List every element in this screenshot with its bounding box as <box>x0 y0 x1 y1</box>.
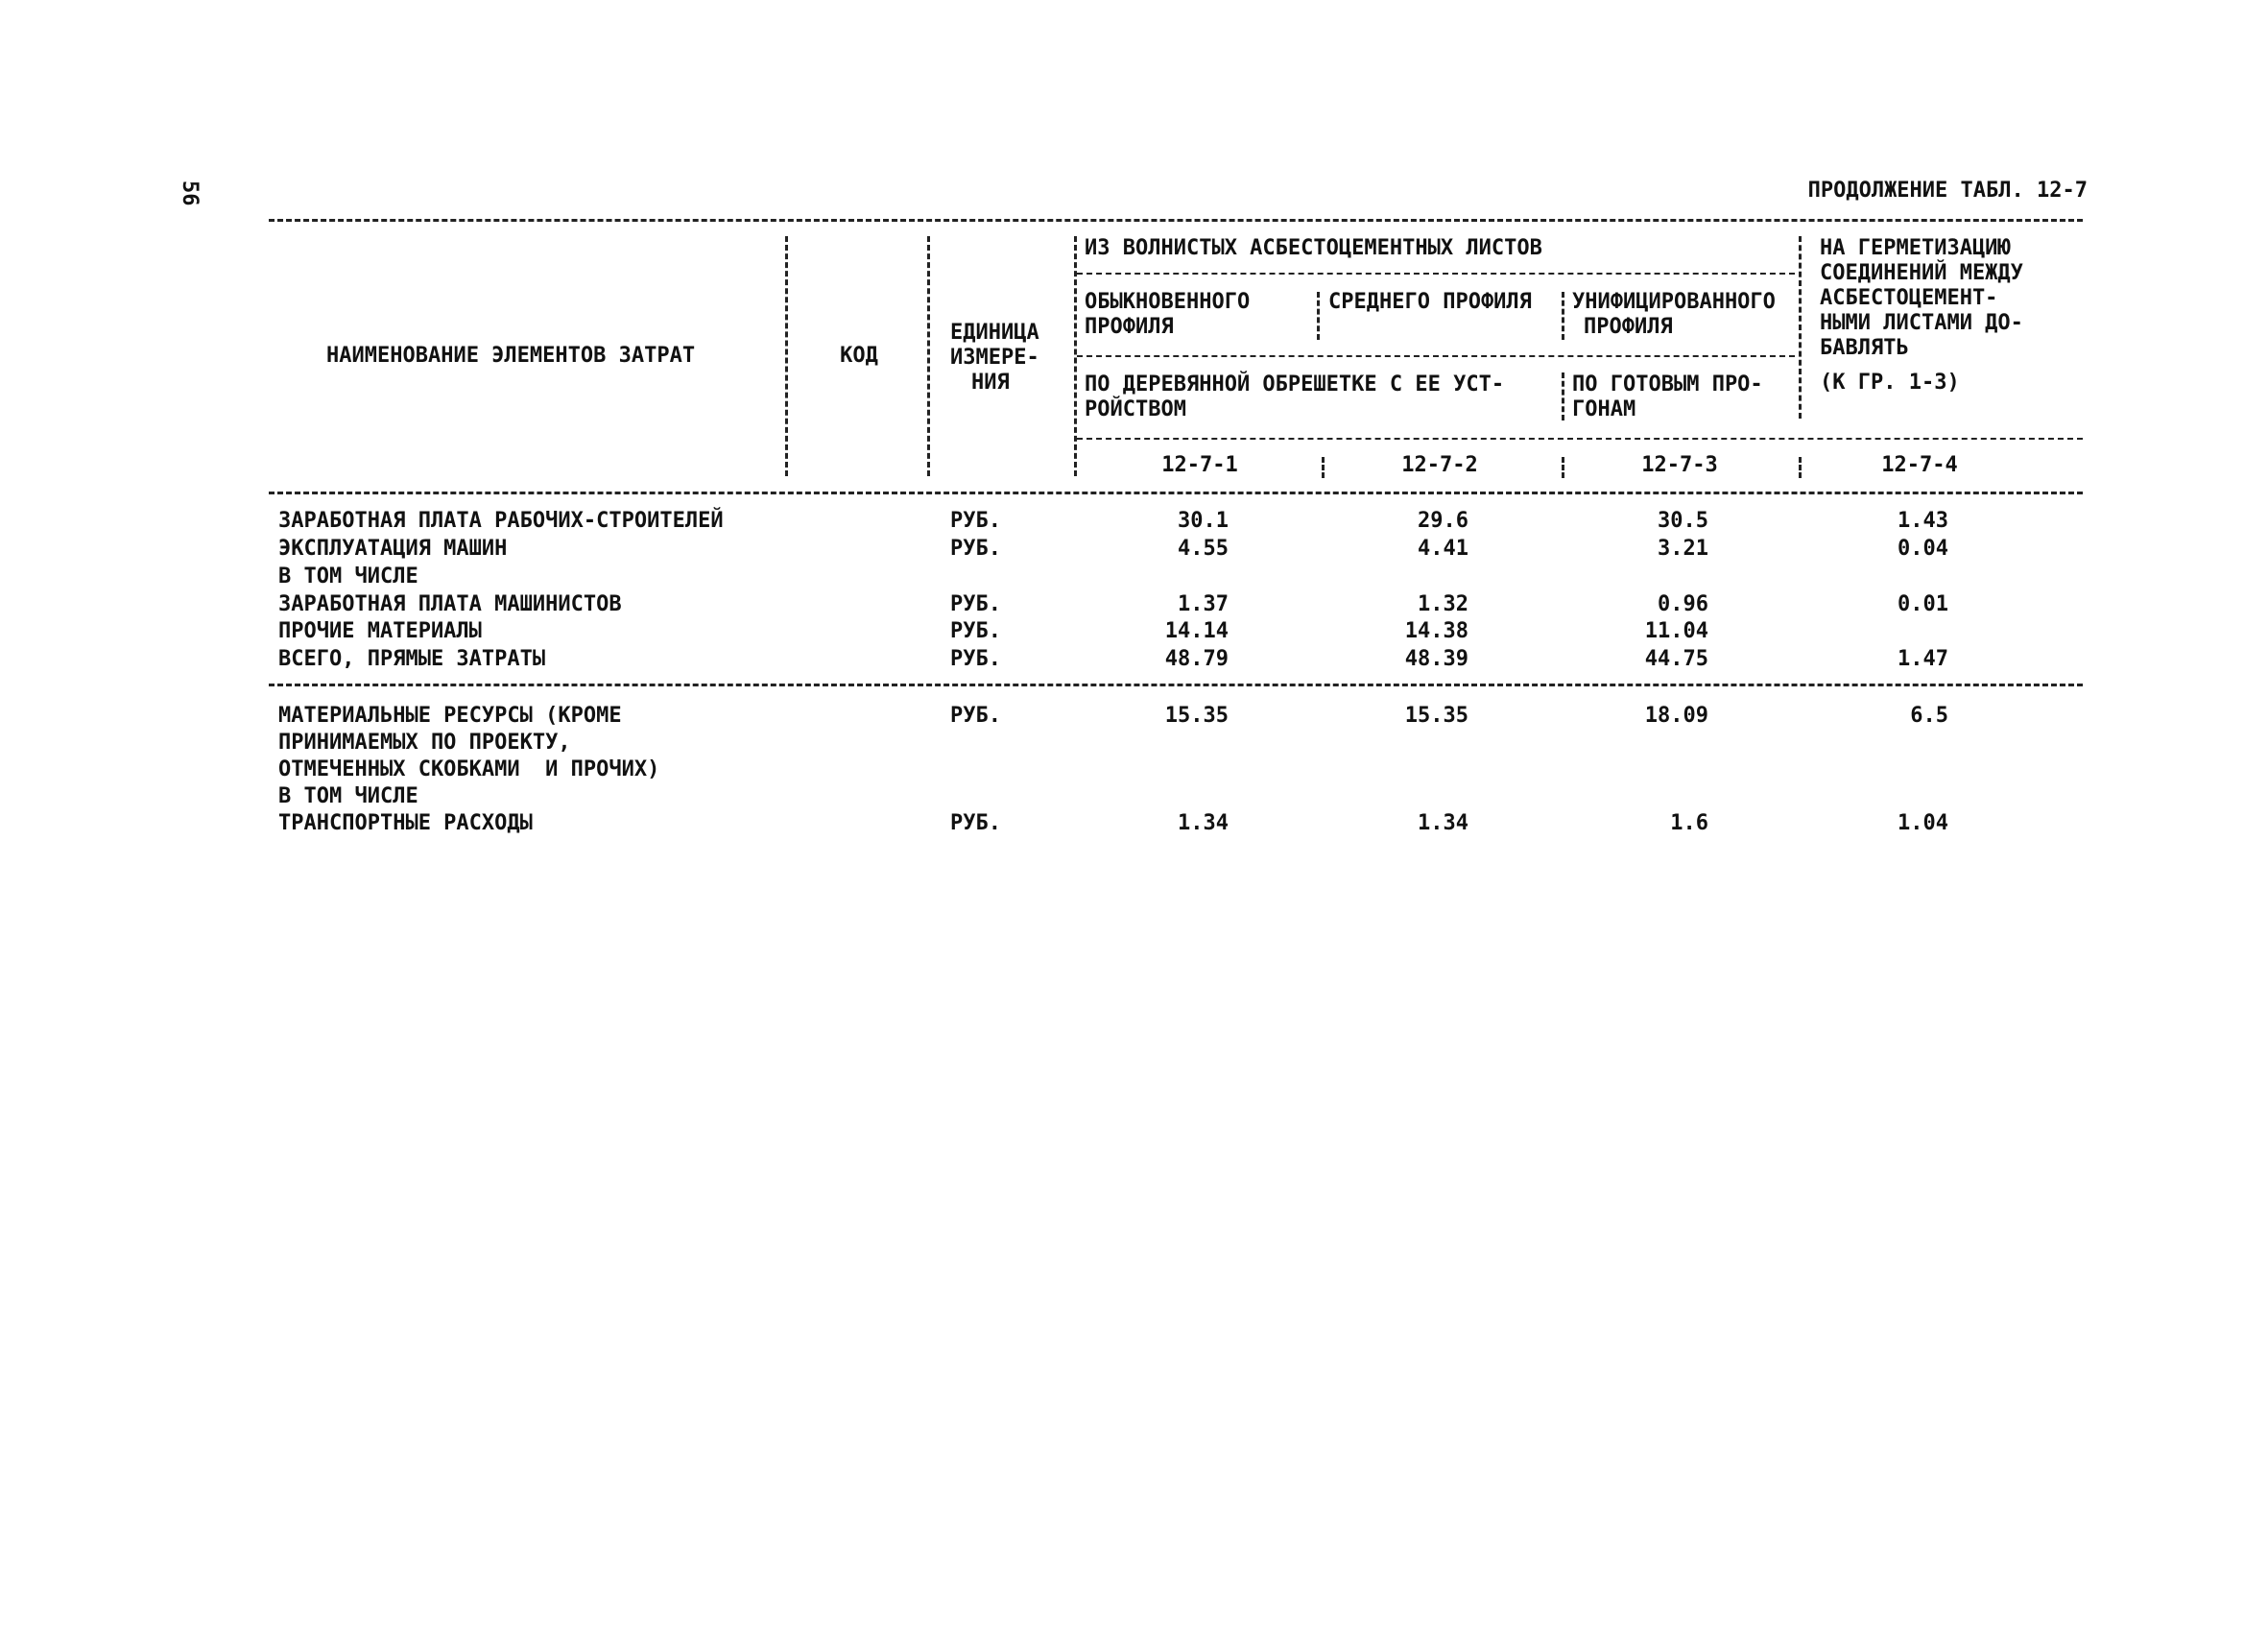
unit-group-divider <box>1074 236 1077 476</box>
row-value-3: 3.21 <box>1658 537 1708 561</box>
header-lathing-wood-2: РОЙСТВОМ <box>1085 397 1186 421</box>
header-ordinary-1: ОБЫКНОВЕННОГО <box>1085 290 1251 314</box>
row-name: ОТМЕЧЕННЫХ СКОБКАМИ И ПРОЧИХ) <box>278 757 660 781</box>
row-unit: РУБ. <box>950 537 1001 561</box>
code-divider-1 <box>1322 457 1325 478</box>
header-sealing-4: НЫМИ ЛИСТАМИ ДО- <box>1820 311 2023 335</box>
continuation-title: ПРОДОЛЖЕНИЕ ТАБЛ. 12-7 <box>1807 179 2088 203</box>
header-unified-1: УНИФИЦИРОВАННОГО <box>1572 290 1776 314</box>
row-value-2: 14.38 <box>1404 619 1468 643</box>
row-value-1: 15.35 <box>1164 704 1229 728</box>
row-value-3: 18.09 <box>1644 704 1708 728</box>
row-name: ПРОЧИЕ МАТЕРИАЛЫ <box>278 619 482 643</box>
row-unit: РУБ. <box>950 619 1001 643</box>
row-name: В ТОМ ЧИСЛЕ <box>278 784 418 808</box>
row-value-4: 1.47 <box>1898 647 1948 671</box>
ordinary-middle-divider <box>1317 292 1320 340</box>
header-name: НАИМЕНОВАНИЕ ЭЛЕМЕНТОВ ЗАТРАТ <box>326 344 696 368</box>
row-value-3: 1.6 <box>1670 811 1708 835</box>
header-unit-line3: НИЯ <box>971 371 1010 395</box>
lathing-rule <box>1077 355 1795 357</box>
name-code-divider <box>785 236 788 476</box>
code-unit-divider <box>927 236 930 476</box>
row-unit: РУБ. <box>950 647 1001 671</box>
header-sealing-1: НА ГЕРМЕТИЗАЦИЮ <box>1820 236 2011 260</box>
row-value-2: 1.34 <box>1418 811 1468 835</box>
row-name: В ТОМ ЧИСЛЕ <box>278 564 418 588</box>
row-value-3: 11.04 <box>1644 619 1708 643</box>
row-value-3: 30.5 <box>1658 509 1708 533</box>
header-sealing-2: СОЕДИНЕНИЙ МЕЖДУ <box>1820 261 2023 285</box>
row-value-1: 1.37 <box>1178 592 1229 616</box>
header-unit-line1: ЕДИНИЦА <box>950 321 1039 345</box>
row-value-1: 48.79 <box>1164 647 1229 671</box>
wood-ready-divider <box>1562 372 1564 420</box>
header-middle: СРЕДНЕГО ПРОФИЛЯ <box>1328 290 1532 314</box>
group-sealing-divider <box>1799 236 1802 419</box>
header-unit-line2: ИЗМЕРЕ- <box>950 346 1039 370</box>
header-code-1: 12-7-1 <box>1161 453 1238 477</box>
header-ordinary-2: ПРОФИЛЯ <box>1085 315 1174 339</box>
header-unified-2: ПРОФИЛЯ <box>1584 315 1673 339</box>
header-lathing-ready-1: ПО ГОТОВЫМ ПРО- <box>1572 372 1763 396</box>
header-code-3: 12-7-3 <box>1641 453 1718 477</box>
header-sealing-3: АСБЕСТОЦЕМЕНТ- <box>1820 286 1998 310</box>
row-value-2: 1.32 <box>1418 592 1468 616</box>
row-value-2: 15.35 <box>1404 704 1468 728</box>
row-unit: РУБ. <box>950 704 1001 728</box>
row-name: ЗАРАБОТНАЯ ПЛАТА РАБОЧИХ-СТРОИТЕЛЕЙ <box>278 509 724 533</box>
table-top-rule <box>269 219 2083 222</box>
row-value-4: 1.04 <box>1898 811 1948 835</box>
page-number: 56 <box>178 180 202 206</box>
header-code: КОД <box>840 344 878 368</box>
row-name: МАТЕРИАЛЬНЫЕ РЕСУРСЫ (КРОМЕ <box>278 704 622 728</box>
codes-rule <box>1077 438 2083 440</box>
row-value-3: 44.75 <box>1644 647 1708 671</box>
row-unit: РУБ. <box>950 509 1001 533</box>
row-value-1: 4.55 <box>1178 537 1229 561</box>
row-value-1: 1.34 <box>1178 811 1229 835</box>
header-lathing-wood-1: ПО ДЕРЕВЯННОЙ ОБРЕШЕТКЕ С ЕЕ УСТ- <box>1085 372 1505 396</box>
code-divider-2 <box>1562 457 1564 478</box>
header-bottom-rule <box>269 492 2083 494</box>
row-unit: РУБ. <box>950 811 1001 835</box>
row-value-2: 48.39 <box>1404 647 1468 671</box>
header-sealing-5: БАВЛЯТЬ <box>1820 336 1909 360</box>
row-unit: РУБ. <box>950 592 1001 616</box>
row-value-2: 29.6 <box>1418 509 1468 533</box>
row-value-3: 0.96 <box>1658 592 1708 616</box>
row-name: ТРАНСПОРТНЫЕ РАСХОДЫ <box>278 811 533 835</box>
header-group-main: ИЗ ВОЛНИСТЫХ АСБЕСТОЦЕМЕНТНЫХ ЛИСТОВ <box>1085 236 1542 260</box>
row-value-4: 0.04 <box>1898 537 1948 561</box>
header-code-4: 12-7-4 <box>1881 453 1958 477</box>
row-name: ЭКСПЛУАТАЦИЯ МАШИН <box>278 537 508 561</box>
code-divider-3 <box>1799 457 1802 478</box>
header-lathing-ready-2: ГОНАМ <box>1572 397 1636 421</box>
middle-unified-divider <box>1562 292 1564 340</box>
row-name: ПРИНИМАЕМЫХ ПО ПРОЕКТУ, <box>278 731 571 755</box>
header-sealing-6: (К ГР. 1-3) <box>1820 371 1960 395</box>
section-rule <box>269 684 2083 686</box>
group-rule <box>1077 273 1795 275</box>
header-code-2: 12-7-2 <box>1401 453 1478 477</box>
row-value-2: 4.41 <box>1418 537 1468 561</box>
row-value-4: 0.01 <box>1898 592 1948 616</box>
row-value-4: 6.5 <box>1910 704 1948 728</box>
row-name: ВСЕГО, ПРЯМЫЕ ЗАТРАТЫ <box>278 647 546 671</box>
row-name: ЗАРАБОТНАЯ ПЛАТА МАШИНИСТОВ <box>278 592 622 616</box>
row-value-1: 30.1 <box>1178 509 1229 533</box>
row-value-4: 1.43 <box>1898 509 1948 533</box>
row-value-1: 14.14 <box>1164 619 1229 643</box>
